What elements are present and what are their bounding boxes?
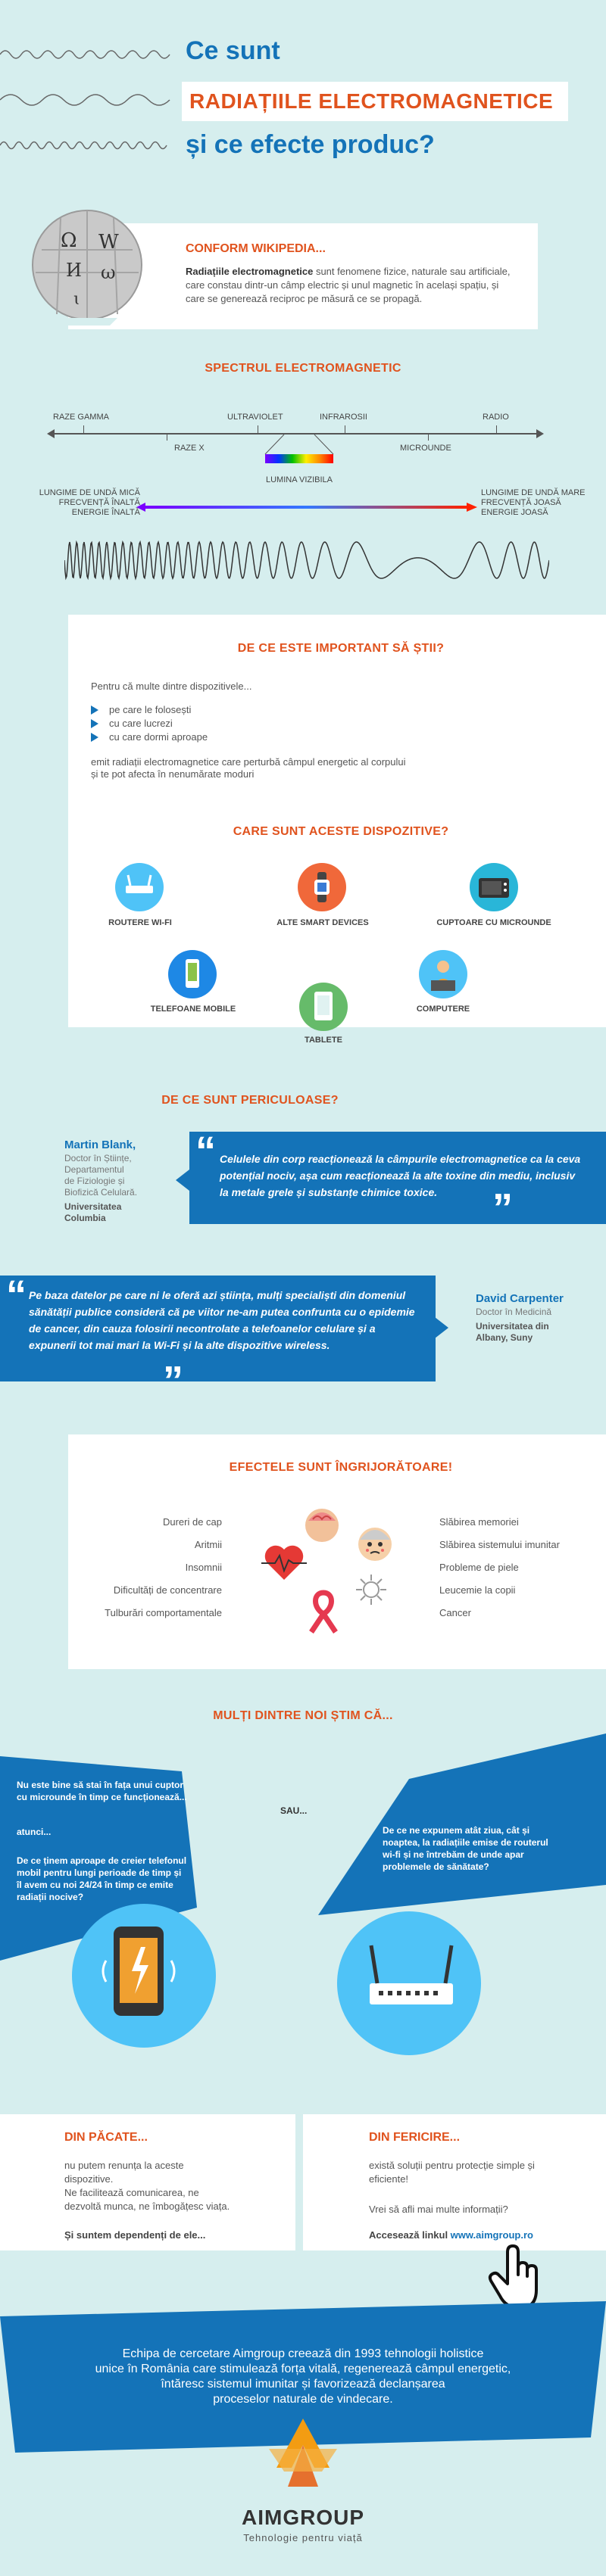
spectrum-title: SPECTRUL ELECTROMAGNETIC: [205, 362, 401, 375]
quote1-pointer: [176, 1170, 189, 1191]
quote1-role-2: Departamentul: [64, 1164, 124, 1175]
know-right: De ce ne expunem atât ziua, cât și noaptea, la radiațiile emise de routerul wi-fi și ne întrebăm de unde apar problemele de sănătate?: [383, 1825, 548, 1872]
label-xray: RAZE X: [174, 444, 205, 453]
note-left-3: ENERGIE ÎNALTĂ: [71, 508, 140, 517]
microwave-icon: [470, 863, 518, 911]
note-right-3: ENERGIE JOASĂ: [481, 508, 548, 517]
bullet-text: pe care le folosești: [109, 704, 192, 715]
tick: [428, 433, 429, 441]
wiki-body: sunt fenomene fizice, naturale sau artificiale, care constau dintr-un câmp electric și unul magnetic în același spațiu, și care se generează reciproc pe măsură ce se propagă.: [186, 266, 511, 304]
spectrum-arrow-left: [47, 429, 55, 438]
quote1-role-4: Biofizică Celulară.: [64, 1187, 138, 1198]
footer-text: [0, 2347, 606, 2407]
device-label-microwave: CUPTOARE CU MICROUNDE: [436, 918, 551, 927]
effects-title: EFECTELE SUNT ÎNGRIJORĂTOARE!: [229, 1461, 453, 1474]
luckily-question: Vrei să afli mai multe informații?: [369, 2204, 508, 2215]
header-line2: RADIAȚIILE ELECTROMAGNETICE: [189, 89, 554, 113]
label-visible: LUMINA VIZIBILA: [265, 475, 333, 484]
wiki-title: CONFORM WIKIPEDIA...: [186, 242, 326, 255]
spectrum-gradient-arrow: [136, 501, 477, 513]
wikipedia-globe-icon: [27, 204, 148, 326]
quote-open-icon: “: [6, 1272, 27, 1318]
important-outro-1: emit radiații electromagnetice care perturbă câmpul energetic al corpului: [91, 756, 406, 768]
quote2-name: David Carpenter: [476, 1292, 564, 1305]
sadly-line: Ne facilitează comunicarea, ne: [64, 2187, 199, 2198]
effect-left: Aritmii: [194, 1539, 222, 1550]
know-left-1: Nu este bine să stai în fața unui cuptor cu microunde în timp ce funcționează...: [17, 1780, 187, 1802]
spectrum-arrow-right: [536, 429, 544, 438]
footer-line: întăresc sistemul imunitar și favorizează declanșarea: [161, 2378, 445, 2391]
bullet-arrow-icon: [91, 733, 98, 742]
sadly-line: dezvoltă munca, ne îmbogățesc viața.: [64, 2201, 230, 2212]
danger-title: DE CE SUNT PERICULOASE?: [161, 1094, 339, 1107]
quote1-org-1: Universitatea: [64, 1201, 122, 1212]
luckily-line: există soluții pentru protecție simple și: [369, 2160, 535, 2171]
quote2-pointer: [435, 1317, 448, 1338]
note-right-2: FRECVENȚĂ JOASĂ: [481, 498, 561, 507]
note-right-1: LUNGIME DE UNDĂ MARE: [481, 488, 586, 497]
quote-close-icon: ”: [492, 1185, 513, 1231]
face-ill-icon: [352, 1522, 398, 1567]
heart-pulse-icon: [261, 1540, 307, 1583]
device-label-computer: COMPUTERE: [416, 1005, 470, 1014]
quote1-role-1: Doctor în Științe,: [64, 1153, 132, 1163]
note-left-2: FRECVENȚĂ ÎNALTĂ: [58, 498, 140, 507]
bullet-text: cu care lucrezi: [109, 718, 173, 729]
know-mid: SAU...: [280, 1805, 308, 1816]
router-icon: [115, 863, 164, 911]
visible-light-zoom: [250, 435, 348, 465]
important-card: [68, 615, 606, 1027]
label-uv: ULTRAVIOLET: [227, 413, 283, 422]
quote2-role: Doctor în Medicină: [476, 1307, 552, 1317]
luckily-link-row: [369, 2229, 533, 2241]
device-label-phone: TELEFOANE MOBILE: [150, 1005, 236, 1014]
label-radio: RADIO: [483, 413, 509, 422]
aimgroup-logo-icon: [261, 2415, 345, 2498]
quote1-text: Celulele din corp reacționează la câmpurile electromagnetice ca la ceva potențial nociv, așa cum reacționează la alte toxine din mediu, inclusiv la metale grele și substanțe chimice toxice.: [220, 1153, 581, 1198]
tablet-icon: [299, 983, 348, 1031]
sadly-line: dispozitive.: [64, 2173, 114, 2185]
svg-text:W: W: [98, 231, 119, 254]
effect-left: Insomnii: [185, 1562, 222, 1573]
luckily-text: [369, 2159, 535, 2186]
svg-text:И: И: [66, 260, 82, 281]
quote-open-icon: “: [195, 1129, 216, 1174]
bullet-arrow-icon: [91, 706, 98, 715]
sadly-line: nu putem renunța la aceste: [64, 2160, 184, 2171]
quote1-name: Martin Blank,: [64, 1138, 136, 1151]
important-intro: Pentru că multe dintre dispozitivele...: [91, 681, 252, 692]
cancer-ribbon-icon: [307, 1590, 340, 1635]
footer-line: unice în România care stimulează forța vitală, regenerează câmpul energetic,: [95, 2363, 511, 2375]
important-outro-2: și te pot afecta în nenumărate moduri: [91, 768, 255, 780]
quote1-role-3: de Fiziologie și: [64, 1176, 125, 1186]
effect-right: Slăbirea sistemului imunitar: [439, 1539, 560, 1550]
label-ir: INFRAROSII: [320, 413, 367, 422]
effect-left: Dificultăți de concentrare: [113, 1584, 222, 1596]
virus-icon: [352, 1571, 390, 1609]
label-microwave: MICROUNDE: [400, 444, 451, 453]
devices-title: CARE SUNT ACESTE DISPOZITIVE?: [233, 825, 449, 838]
important-title: DE CE ESTE IMPORTANT SĂ ȘTII?: [237, 642, 445, 655]
svg-text:Ω: Ω: [61, 229, 77, 252]
computer-user-icon: [419, 950, 467, 998]
footer-line: Echipa de cercetare Aimgroup creează din 1993 tehnologii holistice: [122, 2347, 484, 2360]
effect-left: Dureri de cap: [162, 1516, 222, 1528]
mobile-phone-icon: [168, 950, 217, 998]
bullet-text: cu care dormi aproape: [109, 731, 208, 743]
sadly-text: [64, 2159, 230, 2213]
footer-line: proceselor naturale de vindecare.: [213, 2393, 393, 2406]
header-line3: și ce efecte produc?: [186, 130, 435, 159]
know-left-3: De ce ținem aproape de creier telefonul mobil pentru lungi perioade de timp și îl avem cu noi 24/24 în timp ce emite radiații nocive?: [17, 1855, 187, 1902]
label-gamma: RAZE GAMMA: [53, 413, 109, 422]
luckily-line: eficiente!: [369, 2173, 409, 2185]
effect-right: Leucemie la copii: [439, 1584, 516, 1596]
know-left-2: atunci...: [17, 1827, 52, 1837]
svg-text:ω: ω: [101, 262, 116, 283]
device-label-smart: ALTE SMART DEVICES: [276, 918, 369, 927]
quote2-text: Pe baza datelor pe care ni le oferă azi știința, mulți specialiști din domeniul sănătății publice consideră că pe viitor ne-am putea confrunta cu o epidemie de cancer, din cauza folosirii necontrolate a telefoanelor celulare și a expunerii tot mai mari la Wi-Fi și la alte dispozitive wireless.: [29, 1289, 415, 1351]
tick: [83, 425, 84, 433]
sadly-title: DIN PĂCATE...: [64, 2131, 148, 2144]
wiki-bold: Radiațiile electromagnetice: [186, 266, 314, 277]
spectrum-note-right: [481, 488, 602, 518]
quote2-author: [476, 1293, 589, 1344]
tick: [496, 425, 497, 433]
wiki-text: [186, 265, 519, 306]
sadly-bold: Și suntem dependenți de ele...: [64, 2229, 206, 2241]
header-line1: Ce sunt: [186, 36, 280, 65]
quote1-author: [64, 1139, 170, 1224]
wave-decoration: [0, 38, 174, 159]
effect-right: Slăbirea memoriei: [439, 1516, 519, 1528]
quote2-org-1: Universitatea din: [476, 1321, 549, 1332]
aimgroup-link[interactable]: www.aimgroup.ro: [450, 2229, 533, 2241]
smartwatch-icon: [298, 863, 346, 911]
quote1-org-2: Columbia: [64, 1213, 106, 1223]
brand-name: AIMGROUP: [242, 2506, 364, 2529]
bullet-item: [91, 704, 191, 715]
bullet-item: [91, 731, 208, 743]
know-title: MULȚI DINTRE NOI ȘTIM CĂ...: [213, 1709, 393, 1722]
effect-right: Probleme de piele: [439, 1562, 519, 1573]
svg-text:ɩ: ɩ: [73, 290, 80, 309]
bullet-arrow-icon: [91, 719, 98, 728]
effect-right: Cancer: [439, 1607, 471, 1618]
note-left-1: LUNGIME DE UNDĂ MICĂ: [39, 488, 140, 497]
spectrum-note-left: [11, 488, 140, 518]
luckily-title: DIN FERICIRE...: [369, 2131, 461, 2144]
device-label-tablet: TABLETE: [305, 1036, 342, 1045]
device-label-router: ROUTERE WI-FI: [108, 918, 172, 927]
effect-left: Tulburări comportamentale: [105, 1607, 222, 1618]
link-prefix: Accesează linkul: [369, 2229, 451, 2241]
quote2-org-2: Albany, Suny: [476, 1332, 533, 1343]
bullet-item: [91, 718, 173, 729]
quote-close-icon: ”: [163, 1358, 183, 1403]
brand-tagline: Tehnologie pentru viață: [243, 2532, 363, 2543]
wave-chirp: [64, 537, 549, 583]
